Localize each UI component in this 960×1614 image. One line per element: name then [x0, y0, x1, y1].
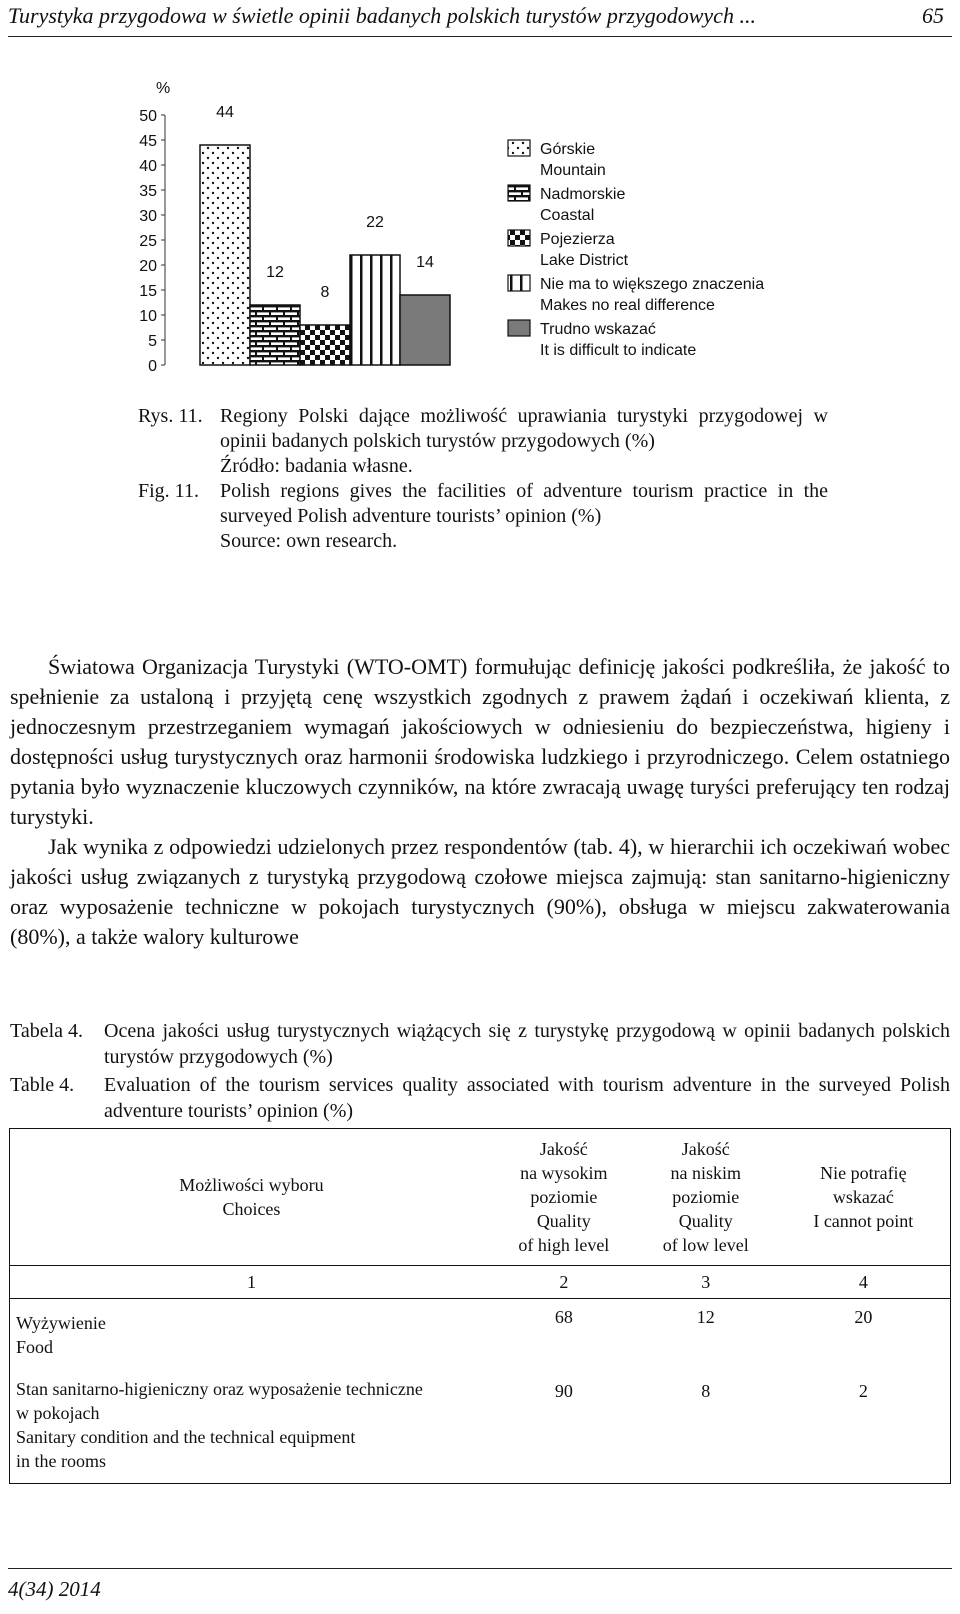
header-low-quality: Jakość na niskim poziomie Quality of low level: [662, 1139, 749, 1255]
cell-value: 20: [854, 1307, 873, 1327]
col-number: 4: [777, 1266, 951, 1299]
row-label: Wyżywienie Food: [16, 1313, 106, 1357]
table-text-pl: Ocena jakości usług turystycznych wiążących się z turystykę przygodową w opinii badanych polskich turystów przygodowych (%): [104, 1020, 950, 1068]
bar: [250, 305, 300, 365]
col-number: 2: [493, 1266, 635, 1299]
bar-chart: [0, 60, 960, 380]
y-tick-label: 25: [139, 233, 157, 250]
legend-label-en: Coastal: [540, 207, 595, 224]
paragraph-1: Światowa Organizacja Turystyki (WTO-OMT) formułując definicję jakości podkreśliła, że jakość to spełnienie za ustaloną i przyjętą cenę wszystkich zgodnych z prawem żądań i oczekiwań klienta, z jednoczesnym przestrzeganiem wymagań jakościowych w odniesieniu do bezpieczeństwa, higieny i dostępności usług turystycznych oraz harmonii środowiska ludzkiego i przyrodniczego. Celem ostatniego pytania było wyznaczenie kluczowych czynników, na które zwracają uwagę turyści preferujący ten rodzaj turystyki.: [10, 654, 950, 829]
col-number: 1: [10, 1266, 493, 1299]
issue-number: 4(34) 2014: [8, 1577, 101, 1601]
cell-value: 8: [701, 1381, 711, 1401]
data-table: [9, 1128, 951, 1484]
table-row: [10, 1299, 951, 1374]
figure-source-en: Source: own research.: [220, 530, 398, 552]
figure-text-en: Polish regions gives the facilities of adventure tourism practice in the surveyed Polish adventure tourists’ opinion (%): [220, 480, 828, 527]
y-tick-label: 0: [148, 358, 157, 375]
running-footer: [8, 1568, 952, 1602]
table-label-en: Table 4.: [10, 1074, 75, 1096]
table-row: [10, 1373, 951, 1484]
legend-swatch: [508, 320, 530, 336]
running-title: Turystyka przygodowa w świetle opinii badanych polskich turystów przygodowych ...: [8, 3, 756, 28]
y-tick-label: 5: [148, 333, 157, 350]
legend-label-pl: Trudno wskazać: [540, 321, 656, 338]
table-caption: [10, 1018, 950, 1124]
legend-label-pl: Górskie: [540, 141, 596, 158]
row-label: Stan sanitarno-higieniczny oraz wyposażenie techniczne w pokojach Sanitary condition and the technical equipment in the rooms: [16, 1379, 423, 1471]
table-text-en: Evaluation of the tourism services quality associated with tourism adventure in the surveyed Polish adventure tourists’ opinion (%): [104, 1074, 950, 1122]
paragraph-2: Jak wynika z odpowiedzi udzielonych przez respondentów (tab. 4), w hierarchii ich oczekiwań wobec jakości usług związanych z turystyką przygodową czołowe miejsca zajmują: stan sanitarno-higieniczny oraz wyposażenie techniczne w pokojach turystycznych (90%), obsługa w miejscu zakwaterowania (80%), a także walory kulturowe: [10, 834, 950, 949]
y-tick-label: 15: [139, 283, 157, 300]
header-choices: Możliwości wyboru Choices: [179, 1175, 324, 1219]
figure-label-en: Fig. 11.: [138, 480, 199, 502]
cell-value: 68: [554, 1307, 573, 1327]
figure-source-pl: Źródło: badania własne.: [220, 455, 413, 477]
legend-label-en: Lake District: [540, 252, 629, 269]
column-number-row: [10, 1266, 951, 1299]
col-number: 3: [635, 1266, 777, 1299]
legend-label-pl: Nie ma to większego znaczenia: [540, 276, 765, 293]
legend-swatch: [508, 140, 530, 156]
y-tick-label: 40: [139, 158, 157, 175]
bar-value-label: 22: [366, 214, 384, 231]
legend-swatch: [508, 185, 530, 201]
bar: [400, 295, 450, 365]
bar: [350, 255, 400, 365]
bar: [300, 325, 350, 365]
bars: [200, 104, 450, 365]
table-label-pl: Tabela 4.: [10, 1020, 84, 1042]
body-text: [10, 652, 950, 952]
bar-value-label: 14: [416, 254, 434, 271]
y-axis: [139, 108, 165, 375]
figure-label-pl: Rys. 11.: [138, 405, 203, 427]
y-tick-label: 10: [139, 308, 157, 325]
legend-swatch: [508, 275, 530, 291]
legend: [508, 140, 764, 359]
header-cannot-point: Nie potrafię wskazać I cannot point: [813, 1163, 914, 1231]
cell-value: 90: [554, 1381, 573, 1401]
table-caption-pl: [10, 1018, 950, 1070]
y-tick-label: 35: [139, 183, 157, 200]
y-tick-label: 45: [139, 133, 157, 150]
legend-swatch: [508, 230, 530, 246]
legend-label-pl: Nadmorskie: [540, 186, 626, 203]
bar-value-label: 44: [216, 104, 234, 121]
legend-label-en: Makes no real difference: [540, 297, 715, 314]
header-high-quality: Jakość na wysokim poziomie Quality of high level: [518, 1139, 610, 1255]
bar-value-label: 8: [320, 284, 330, 301]
legend-label-pl: Pojezierza: [540, 231, 615, 248]
cell-value: 2: [858, 1381, 868, 1401]
page-number: 65: [922, 3, 944, 28]
table-caption-en: [10, 1072, 950, 1124]
cell-value: 12: [696, 1307, 715, 1327]
legend-label-en: It is difficult to indicate: [540, 342, 697, 359]
legend-label-en: Mountain: [540, 162, 606, 179]
figure-text-pl: Regiony Polski dające możliwość uprawiania turystyki przygodowej w opinii badanych polskich turystów przygodowych (%): [220, 405, 828, 452]
table-header-row: [10, 1129, 951, 1266]
y-tick-label: 50: [139, 108, 157, 125]
figure-caption: [138, 404, 828, 554]
figure-caption-en: [138, 479, 828, 529]
y-axis-label: %: [156, 80, 171, 97]
running-header: [8, 2, 952, 37]
bar-value-label: 12: [266, 264, 284, 281]
bar: [200, 145, 250, 365]
figure-caption-pl: [138, 404, 828, 454]
y-tick-label: 30: [139, 208, 157, 225]
y-tick-label: 20: [139, 258, 157, 275]
